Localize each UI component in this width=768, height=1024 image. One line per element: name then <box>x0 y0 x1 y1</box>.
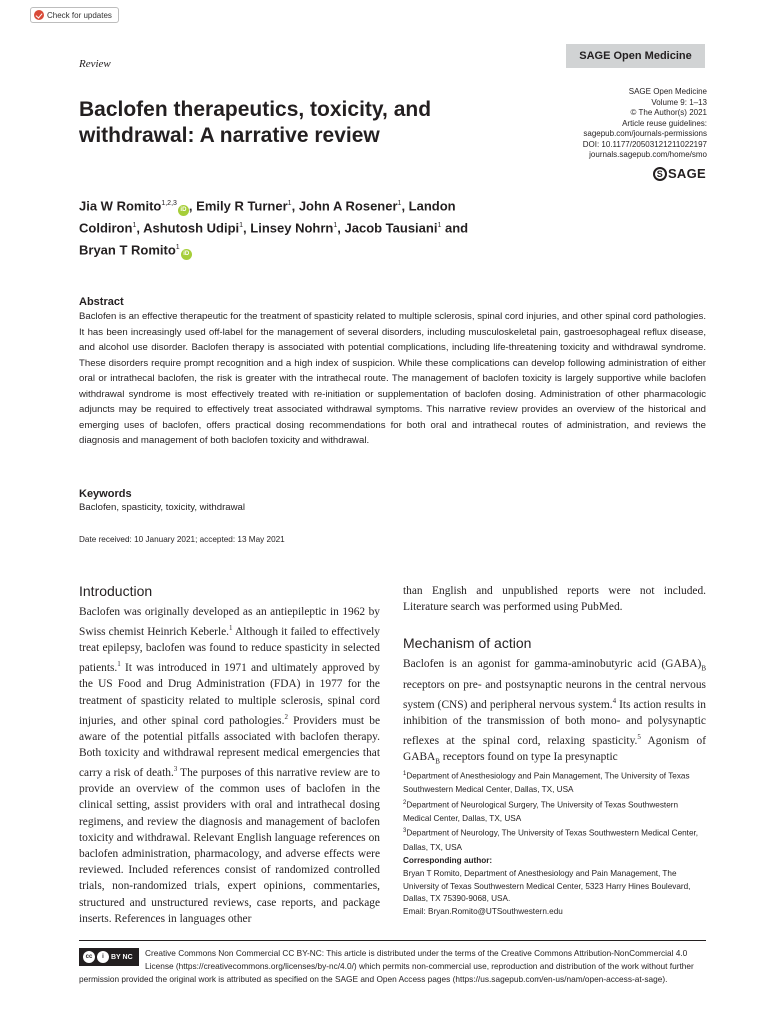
keywords-heading: Keywords <box>79 488 132 500</box>
author-affiliation-marker: 1 <box>333 222 338 230</box>
journal-meta-line: sagepub.com/journals-permissions <box>583 129 707 138</box>
affiliation-text: Department of Neurology, The University of Texas Southwestern Medical Center, Dallas, TX, USA <box>403 829 699 852</box>
cc-circle-icon: cc <box>83 951 95 963</box>
text-segment: receptors found on type Ia presynaptic <box>439 751 618 764</box>
sage-logo <box>653 166 706 181</box>
corresponding-author-heading: Corresponding author: <box>403 856 493 865</box>
keywords-section <box>79 488 706 515</box>
author-affiliation-marker: 1,2,3 <box>161 200 177 207</box>
journal-meta-line: journals.sagepub.com/home/smo <box>589 150 707 159</box>
citation-marker[interactable]: 3 <box>173 765 178 774</box>
affiliation-text: Department of Neurological Surgery, The University of Texas Southwestern Medical Center, Dallas, TX, USA <box>403 800 679 823</box>
journal-name-bar: SAGE Open Medicine <box>566 44 705 68</box>
journal-meta-line: DOI: 10.1177/20503121211022197 <box>582 139 707 149</box>
author-affiliation-marker: 1 <box>287 200 292 207</box>
journal-meta-line: SAGE Open Medicine <box>628 87 707 96</box>
subscript: B <box>435 757 440 766</box>
check-for-updates-label: Check for updates <box>47 10 112 20</box>
footer-divider <box>79 940 706 941</box>
author-affiliation-marker: 1 <box>437 222 442 230</box>
affiliation-number: 1 <box>403 771 407 777</box>
corresponding-author-email: Email: Bryan.Romito@UTSouthwestern.edu <box>403 907 563 917</box>
affiliations <box>403 768 706 854</box>
left-column <box>79 583 380 927</box>
text-segment: Baclofen was originally developed as an antiepileptic in 1962 by Swiss chemist Heinrich Keberle. <box>79 606 380 638</box>
author-name: Jia W Romito <box>79 198 162 214</box>
citation-marker[interactable]: 1 <box>229 624 233 633</box>
check-for-updates-badge[interactable] <box>30 7 119 23</box>
author-affiliation-marker: 1 <box>239 222 244 230</box>
author-affiliation-marker: 1 <box>397 200 402 207</box>
author-affiliation-marker: 1 <box>175 243 180 251</box>
text-segment: Baclofen is an agonist for gamma-aminobutyric acid (GABA) <box>403 658 702 671</box>
subscript: B <box>701 664 706 673</box>
journal-meta-line: Volume 9: 1–13 <box>651 97 707 107</box>
affiliation-text: Department of Anesthesiology and Pain Management, The University of Texas Southwestern Medical Center, Dallas, TX, USA <box>403 771 690 795</box>
mechanism-text <box>403 656 706 769</box>
journal-meta <box>583 87 707 161</box>
date-received: Date received: 10 January 2021; accepted: 13 May 2021 <box>79 535 285 544</box>
text-segment: It was introduced in 1971 and ultimately approved by the US Food and Drug Administration (FDA) in 1977 for the treatment of spasticity related to multiple sclerosis, spinal cord injuries, and other spinal cord pathologies. <box>79 662 380 727</box>
abstract-text: Baclofen is an effective therapeutic for the treatment of spasticity related to multiple sclerosis, spinal cord injuries, and other spinal cord pathologies. It has been increasingly used off-label for the management of several disorders, including musculoskeletal pain, gastroesophageal reflux disease, and alcohol use disorder. Baclofen therapy is associated with potential complications, including life-threatening toxicity and withdrawal syndrome. These disorders require prompt recognition and a high index of suspicion. While these complications can develop following administration of either oral or intrathecal baclofen, the risk is greater with the intrathecal route. The management of baclofen toxicity is largely supportive while baclofen withdrawal syndrome is most effectively treated with re-initiation or supplementation of baclofen dosing. Administration of other pharmacologic adjuncts may be required to effectively treat associated withdrawal symptoms. This narrative review provides an overview of the historical and emerging uses of baclofen, offers practical dosing recommendations for both oral and intrathecal routes of administration, and reviews the diagnosis and management of both baclofen toxicity and withdrawal. <box>79 311 706 446</box>
affiliation-item <box>403 768 706 797</box>
author-list: Jia W Romito$^{1,2,3}$iD , Emily R Turner$^1$, John A Rosener$^1$, Landon Coldiron$^1$, Ashutosh Udipi$^1$, Linsey Nohrn$^1$, Jacob Tausiani$^1$ and Bryan T Romito$^1$iD <box>79 194 499 260</box>
text-segment: Although it failed to effectively treat epilepsy, baclofen was found to reduce spasticity in selected patients. <box>79 626 381 675</box>
author-name: Emily R Turner <box>196 198 288 214</box>
author-name: Ashutosh Udipi <box>143 220 240 236</box>
affiliation-item <box>403 825 706 854</box>
orcid-icon[interactable]: iD <box>181 249 192 260</box>
journal-meta-line: © The Author(s) 2021 <box>630 108 707 117</box>
creative-commons-icon <box>79 948 139 966</box>
abstract-heading: Abstract <box>79 296 124 308</box>
author-name: Bryan T Romito <box>79 241 176 257</box>
author-name: Jacob Tausiani <box>344 220 438 236</box>
text-segment: Its action results in inhibition of the transmission of both mono- and polysynaptic reflexes at the spinal cord, relaxing spasticity. <box>403 698 706 748</box>
citation-marker[interactable]: 5 <box>637 733 641 742</box>
text-segment: Providers must be aware of the potential pitfalls associated with baclofen therapy. Both toxicity and withdrawal represent medical emergencies that carry a risk of death. <box>79 714 381 780</box>
right-column <box>403 583 706 770</box>
text-segment: The purposes of this narrative review are to provide an overview of the common uses of baclofen in the clinical setting, assist providers with oral and intrathecal dosing regimens, and review the diagnosis and management of baclofen toxicity and withdrawal. Relevant English language references on baclofen administration, pharmacology, and adverse effects were reviewed. Included references consist of randomized controlled trials, non-randomized trials, expert opinions, commentaries, structured and unstructured reviews, case reports, and package inserts. References in languages other <box>79 767 380 925</box>
author-name: John A Rosener <box>298 198 398 214</box>
affiliation-item <box>403 797 706 826</box>
citation-marker[interactable]: 1 <box>117 660 121 669</box>
author-name: Linsey Nohrn <box>250 220 334 236</box>
mechanism-heading: Mechanism of action <box>403 635 532 652</box>
introduction-continued-text: than English and unpublished reports were not included. Literature search was performed using PubMed. <box>403 585 706 614</box>
attribution-person-icon: i <box>97 951 109 963</box>
affiliation-number: 3 <box>403 828 407 835</box>
affiliation-number: 2 <box>403 799 407 806</box>
sage-logo-icon: S <box>653 167 667 181</box>
citation-marker[interactable]: 2 <box>284 712 288 721</box>
journal-meta-line: Article reuse guidelines: <box>622 118 707 128</box>
cc-license-badge-text: BY NC <box>111 953 133 961</box>
introduction-heading: Introduction <box>79 583 153 599</box>
corresponding-author-address: Bryan T Romito, Department of Anesthesiology and Pain Management, The University of Texas Southwestern Medical Center, 5323 Harry Hines Boulevard, Dallas, TX 75390-9068, USA. <box>403 868 691 904</box>
text-segment: receptors on pre- and postsynaptic neurons in the central nervous system (CNS) and peripheral nervous system. <box>403 678 706 711</box>
sage-logo-text: SAGE <box>667 166 706 181</box>
orcid-icon[interactable]: iD <box>178 205 189 216</box>
author-affiliation-marker: 1 <box>132 222 137 230</box>
author-name: Landon Coldiron <box>79 198 456 236</box>
citation-marker[interactable]: 4 <box>612 697 617 706</box>
license-text: Creative Commons Non Commercial CC BY-NC: This article is distributed under the terms of the Creative Commons Attribution-NonCommercial 4.0 License (https://creativecommons.org/licenses/by-nc/4.0/) which permits non-commercial use, reproduction and distribution of the work without further permission provided the original work is attributed as specified on the SAGE and Open Access pages (https://us.sagepub.com/en-us/nam/open-access-at-sage). <box>79 948 694 984</box>
article-title: Baclofen therapeutics, toxicity, and withdrawal: A narrative review <box>79 98 432 147</box>
keywords-text: Baclofen, spasticity, toxicity, withdrawal <box>79 502 245 513</box>
introduction-text <box>79 604 380 927</box>
text-segment: Agonism of GABA <box>403 735 706 764</box>
license-footer <box>79 947 706 986</box>
corresponding-author <box>403 855 706 919</box>
abstract-section <box>79 296 706 449</box>
check-icon <box>34 10 44 20</box>
article-type: Review <box>79 58 111 70</box>
